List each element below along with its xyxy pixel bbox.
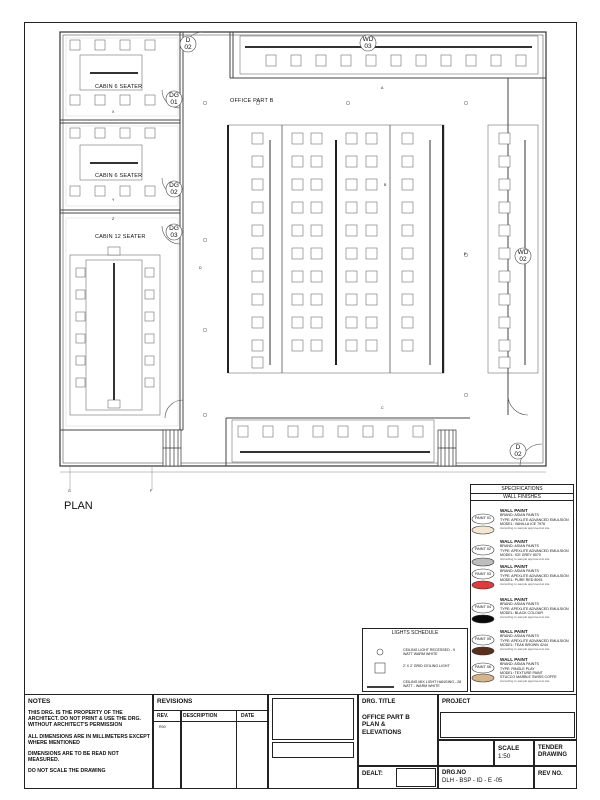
room-label-cabin-c: CABIN 12 SEATER bbox=[95, 234, 146, 240]
paint-spec-heading: WALL PAINT bbox=[500, 564, 528, 569]
marker-g: G bbox=[68, 489, 71, 493]
drgno-text: DRG.NO DLH - BSP - ID - E -05 bbox=[442, 770, 503, 784]
paint-spec-line: MODEL: VANILLA ICE 7976 bbox=[500, 521, 546, 526]
description-col-header: DESCRIPTION bbox=[183, 713, 218, 719]
revisions-label: REVISIONS bbox=[157, 698, 193, 705]
drg-title-text: OFFICE PART B PLAN & ELEVATIONS bbox=[362, 714, 410, 736]
paint-tag-4: PAINT 04 bbox=[474, 605, 492, 609]
paint-spec-line: TYPE: APEXLITE ADVANCED EMULSION bbox=[500, 548, 569, 553]
tag-wd03: WD 03 bbox=[362, 36, 374, 50]
paint-spec-line: TYPE: APEXLITE ADVANCED EMULSION bbox=[500, 638, 569, 643]
rev-value: R00 bbox=[159, 725, 166, 729]
shaft-blocks bbox=[163, 430, 456, 466]
plan-title: PLAN bbox=[64, 500, 93, 512]
lights-schedule-title: LIGHTS SCHEDULE bbox=[391, 630, 439, 636]
rev-col-divider-1 bbox=[153, 710, 181, 789]
paint-spec-line: BRAND: ASIAN PAINTS bbox=[500, 602, 539, 607]
paint-spec-line: BRAND: ASIAN PAINTS bbox=[500, 544, 539, 549]
tag-dg02: DG 02 bbox=[169, 182, 179, 196]
paint-spec-line: TYPE: APEXLITE ADVANCED EMULSION bbox=[500, 606, 569, 611]
paint-spec-line: MODEL: TEXTURE PAINT bbox=[500, 670, 543, 675]
paint-tag-6: PAINT 06 bbox=[474, 665, 492, 669]
paint-spec-note: According to sample approved at site bbox=[500, 679, 550, 684]
paint-spec-note: According to sample approved at site bbox=[500, 647, 550, 652]
notes-label: NOTES bbox=[28, 698, 51, 705]
marker-y: Y bbox=[112, 198, 115, 202]
notes-text bbox=[28, 710, 150, 780]
workstation-chairs bbox=[252, 133, 413, 368]
paint-spec-line: BRAND: ASIAN PAINTS bbox=[500, 662, 539, 667]
paint-tag-1: PAINT 01 bbox=[474, 516, 492, 520]
revno-box bbox=[534, 766, 577, 789]
note-4: DO NOT SCALE THE DRAWING bbox=[28, 768, 106, 775]
paint-spec-heading: WALL PAINT bbox=[500, 597, 528, 602]
paint-tag-2: PAINT 02 bbox=[474, 547, 492, 551]
paint-tag-3: PAINT 03 bbox=[474, 572, 492, 576]
rev-col-header: REV. bbox=[157, 713, 169, 719]
tender-text: TENDER DRAWING bbox=[538, 745, 567, 759]
marker-b: B bbox=[384, 183, 387, 187]
tag-d02-top: D 02 bbox=[184, 37, 192, 51]
paint-spec-line: BRAND: ASIAN PAINTS bbox=[500, 634, 539, 639]
paint-spec-3 bbox=[500, 565, 574, 586]
dealt-inner bbox=[396, 768, 436, 787]
dealt-label: DEALT: bbox=[362, 771, 383, 777]
cabin-c-furniture bbox=[70, 247, 160, 415]
paint-spec-note: According to sample approved at site bbox=[500, 615, 550, 620]
project-inner bbox=[440, 712, 575, 738]
room-label-cabin-b: CABIN 6 SEATER bbox=[95, 173, 143, 179]
light-label-3: CEILING MIX LIGHT HANGING - 28 WATT - WARM WHITE bbox=[403, 680, 462, 689]
paint-spec-4 bbox=[500, 598, 574, 619]
tag-dg01: DG 01 bbox=[169, 92, 179, 106]
paint-spec-6 bbox=[500, 658, 574, 684]
marker-a: A bbox=[381, 86, 384, 90]
marker-z: Z bbox=[112, 217, 115, 221]
paint-spec-line: MODEL: PURE RED 8093 bbox=[500, 577, 543, 582]
paint-spec-line: STUCCO MARBLE SWISS COFFE bbox=[500, 675, 557, 680]
marker-f: F bbox=[150, 489, 153, 493]
paint-spec-note: According to sample approved at site bbox=[500, 557, 550, 562]
note-2: ALL DIMENSIONS ARE IN MILLIMETERS EXCEPT WHERE MENTIONED bbox=[28, 733, 150, 746]
paint-spec-line: MODEL: ICE GREY 8070 bbox=[500, 552, 541, 557]
drg-title-label: DRG. TITLE bbox=[362, 699, 396, 705]
paint-spec-heading: WALL PAINT bbox=[500, 629, 528, 634]
paint-spec-heading: WALL PAINT bbox=[500, 539, 528, 544]
marker-x: X bbox=[112, 110, 115, 114]
blank-box-inner-2 bbox=[272, 742, 354, 758]
tag-circles bbox=[166, 35, 531, 459]
paint-spec-note: According to sample approved at site bbox=[500, 582, 550, 587]
tag-d02-bottom: D 02 bbox=[514, 444, 522, 458]
cabin-a-furniture bbox=[70, 40, 155, 105]
paint-tag-5: PAINT 05 bbox=[474, 637, 492, 641]
marker-c: C bbox=[381, 406, 384, 410]
revno-label: REV NO. bbox=[538, 771, 563, 777]
tag-wd02: WD 02 bbox=[517, 249, 529, 263]
paint-spec-1 bbox=[500, 509, 574, 530]
tag-dg03: DG 03 bbox=[169, 225, 179, 239]
paint-spec-heading: WALL PAINT bbox=[500, 657, 528, 662]
date-col-header: DATE bbox=[241, 713, 255, 719]
paint-spec-line: TYPE: APEXLITE ADVANCED EMULSION bbox=[500, 573, 569, 578]
paint-spec-line: TYPE: RINGLE PLAY bbox=[500, 666, 535, 671]
bottom-workstation-row bbox=[232, 420, 434, 462]
light-label-2: 2' X 2' GRID CEILING LIGHT bbox=[403, 664, 450, 668]
light-label-1: CEILING LIGHT RECESSED - 9 WATT WARM WHITE bbox=[403, 648, 455, 657]
paint-spec-5 bbox=[500, 630, 574, 651]
scale-left-box bbox=[438, 740, 494, 766]
project-label: PROJECT bbox=[442, 699, 471, 705]
rev-col-divider-2 bbox=[181, 710, 237, 789]
specifications-title: SPECIFICATIONS bbox=[501, 486, 543, 492]
room-label-cabin-a: CABIN 6 SEATER bbox=[95, 84, 143, 90]
wall-finishes-subtitle: WALL FINISHES bbox=[470, 493, 574, 501]
paint-spec-line: MODEL: TEAK BROWN 4244 bbox=[500, 642, 548, 647]
room-label-office: OFFICE PART B bbox=[230, 98, 274, 104]
cabin-b-furniture bbox=[70, 128, 155, 196]
scale-text: SCALE 1:50 bbox=[498, 745, 520, 760]
paint-spec-line: TYPE: APEXLITE ADVANCED EMULSION bbox=[500, 517, 569, 522]
marker-d: D bbox=[199, 266, 202, 270]
paint-spec-line: MODEL: BLACK COLOUR bbox=[500, 610, 543, 615]
top-workstation-row bbox=[240, 36, 538, 74]
paint-spec-heading: WALL PAINT bbox=[500, 508, 528, 513]
paint-spec-2 bbox=[500, 540, 574, 561]
note-1: THIS DRG. IS THE PROPERTY OF THE ARCHITECT. DO NOT PRINT & USE THE DRG. WITHOUT ARCHITECT'S PERMISSION bbox=[28, 710, 141, 729]
note-3: DIMENSIONS ARE TO BE READ NOT MEASURED. bbox=[28, 751, 119, 764]
blank-box-inner bbox=[272, 698, 354, 740]
marker-e: E bbox=[464, 252, 467, 256]
paint-spec-line: BRAND: ASIAN PAINTS bbox=[500, 569, 539, 574]
paint-spec-note: According to sample approved at site bbox=[500, 526, 550, 531]
paint-spec-line: BRAND: ASIAN PAINTS bbox=[500, 513, 539, 518]
